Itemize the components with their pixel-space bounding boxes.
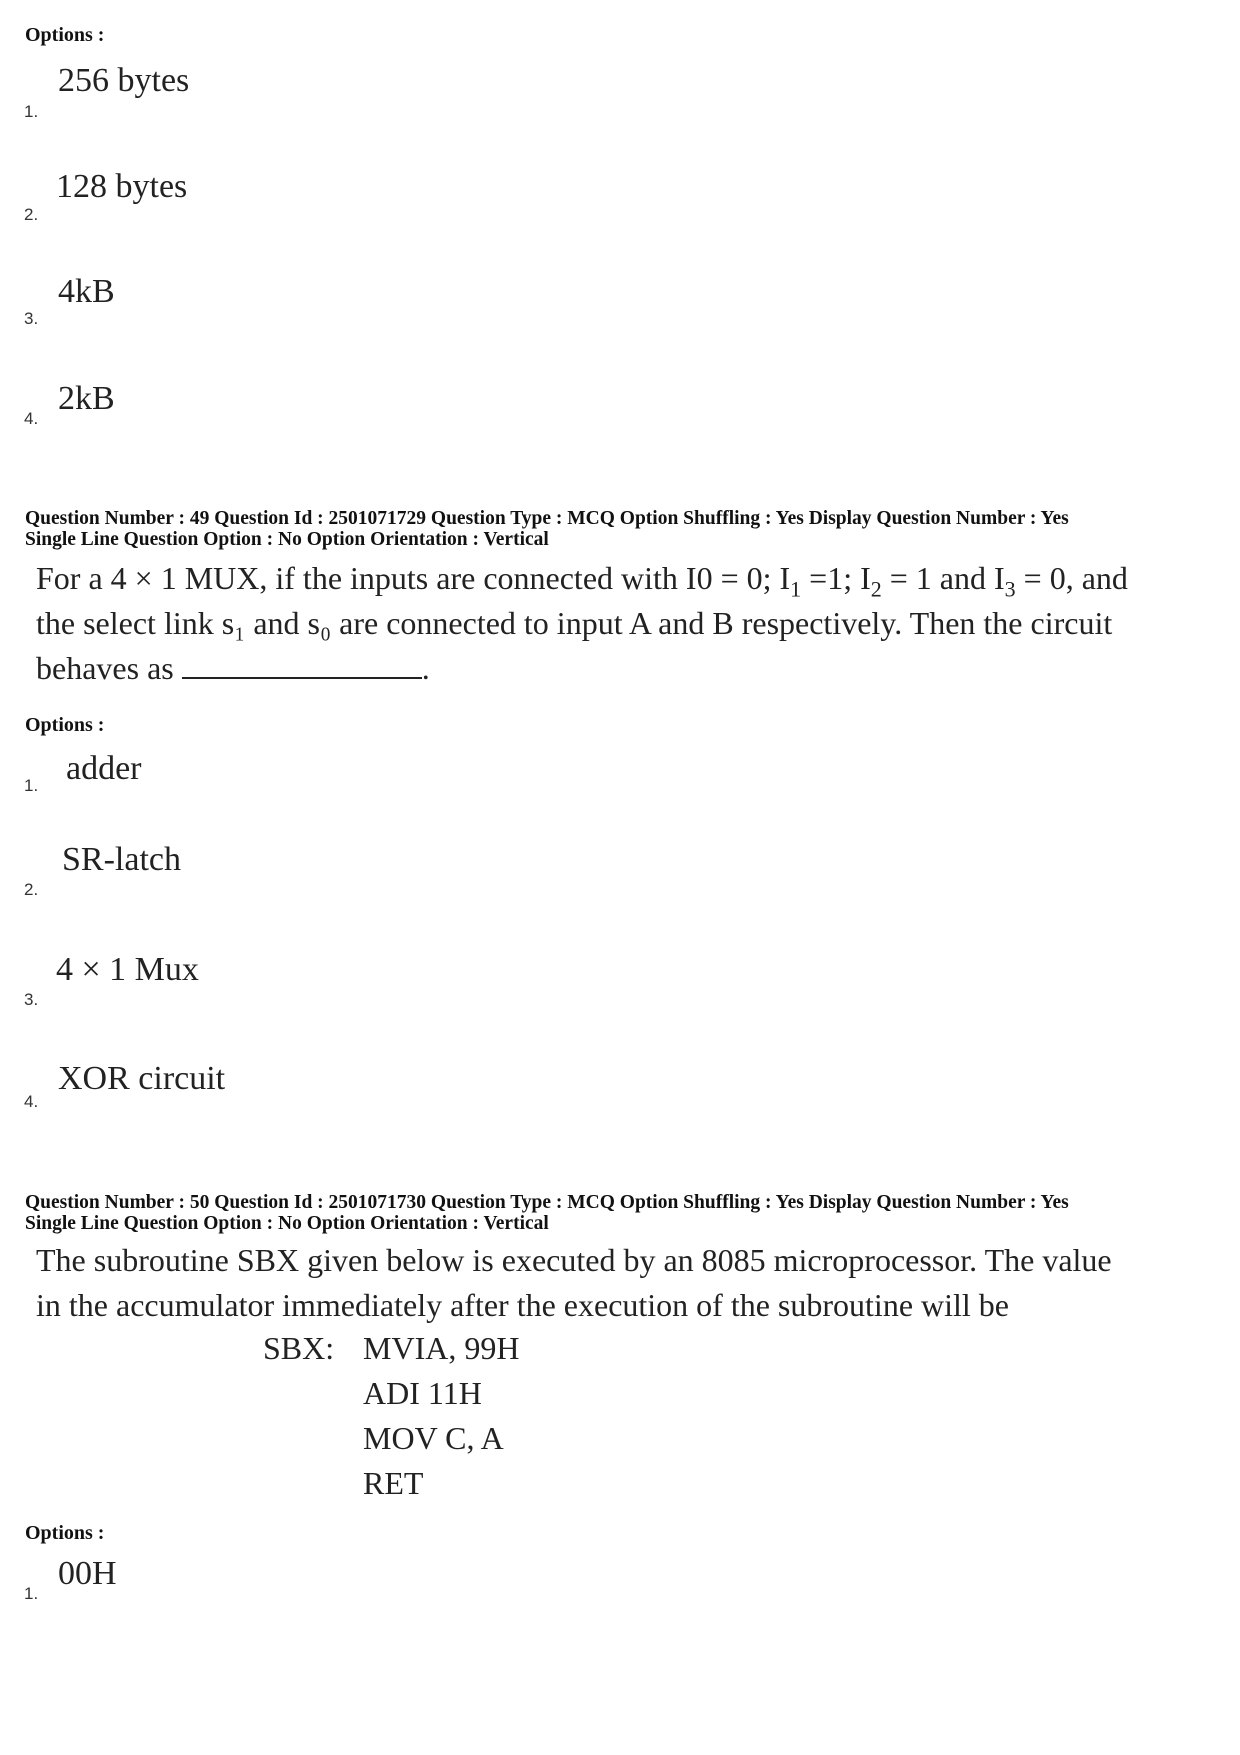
question-meta: Single Line Question Option : No Option Orientation : Vertical (25, 529, 549, 550)
code-line: ADI 11H (363, 1375, 482, 1411)
code-line: MOV C, A (363, 1420, 504, 1456)
question-text: behaves as . (36, 650, 430, 686)
option-text[interactable]: 128 bytes (56, 168, 188, 205)
option-number: 3. (24, 990, 39, 1009)
options-label: Options : (25, 1522, 105, 1544)
answer-blank (182, 651, 422, 679)
code-label: SBX: (263, 1330, 335, 1366)
option-number: 1. (24, 1584, 39, 1603)
option-number: 4. (24, 1092, 39, 1111)
option-number: 1. (24, 102, 39, 121)
option-text[interactable]: 00H (58, 1555, 117, 1592)
option-text[interactable]: 4 × 1 Mux (56, 951, 199, 988)
question-text: The subroutine SBX given below is executed by an 8085 microprocessor. The value (36, 1242, 1112, 1278)
option-text[interactable]: XOR circuit (58, 1060, 226, 1097)
options-label: Options : (25, 24, 105, 46)
code-line: RET (363, 1465, 424, 1501)
question-text: For a 4 × 1 MUX, if the inputs are connected with I0 = 0; $I_1 =1$; $I_2 = 1$ and $I_3 = 0$, and (36, 560, 1128, 602)
question-meta: Question Number : 50 Question Id : 2501071730 Question Type : MCQ Option Shuffling : Yes Display Question Number : Yes (25, 1192, 1069, 1213)
option-text[interactable]: 256 bytes (58, 62, 190, 99)
option-number: 3. (24, 309, 39, 328)
option-number: 2. (24, 205, 39, 224)
option-text[interactable]: 2kB (58, 380, 115, 417)
option-text[interactable]: 4kB (58, 273, 115, 310)
option-number: 1. (24, 776, 39, 795)
code-line: MVIA, 99H (363, 1330, 520, 1366)
option-number: 4. (24, 409, 39, 428)
option-number: 2. (24, 880, 39, 899)
option-text[interactable]: SR-latch (62, 841, 181, 878)
question-text: in the accumulator immediately after the execution of the subroutine will be (36, 1287, 1009, 1323)
option-text[interactable]: adder (66, 750, 142, 787)
question-meta: Single Line Question Option : No Option Orientation : Vertical (25, 1213, 549, 1234)
question-text: the select link s₁ and s₀ are connected to input A and B respectively. Then the circuit (36, 605, 1113, 641)
question-meta: Question Number : 49 Question Id : 2501071729 Question Type : MCQ Option Shuffling : Yes Display Question Number : Yes (25, 508, 1069, 529)
options-label: Options : (25, 714, 105, 736)
